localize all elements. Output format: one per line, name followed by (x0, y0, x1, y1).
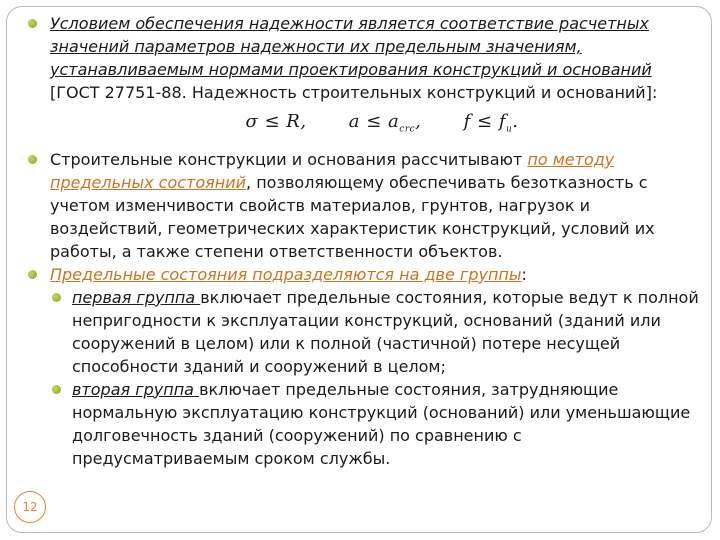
bullet-icon (52, 293, 61, 302)
limit-states-method-link[interactable]: по методу предельных состояний (50, 149, 615, 192)
slide-content (22, 12, 702, 470)
second-group-label: вторая группа (72, 379, 200, 399)
paragraph-groups: Предельные состояния подразделяются на две группы: (22, 263, 702, 286)
first-group-label: первая группа (72, 287, 201, 307)
subitem-first-group: первая группа включает предельные состояния, которые ведут к полной непригодности к эксплуатации конструкций, оснований (зданий или сооружений в целом) или к полной (частичной) потере несущей способности зданий и сооружений в целом; (22, 286, 702, 378)
paragraph-limit-states-method: Строительные конструкции и основания рассчитывают по методу предельных состояний, позволяющему обеспечивать безотказность с учетом изменчивости свойств материалов, грунтов, нагрузок и воздействий, геометрических характеристик конструкций, условий их работы, а также степени ответственности объектов. (22, 148, 702, 263)
gost-reference: [ГОСТ 27751-88. Надежность строительных конструкций и оснований]: (50, 83, 658, 102)
bullet-icon (28, 270, 37, 279)
bullet-icon (28, 19, 37, 28)
page-number-badge: 12 (14, 491, 46, 523)
groups-link[interactable]: Предельные состояния подразделяются на две группы (50, 264, 522, 284)
formula-stress: σ ≤ R, (245, 111, 307, 132)
reliability-emphasis: Условием обеспечения надежности является соответствие расчетных значений параметров надежности их предельным значениям, устанавливаемым нормами проектирования конструкций и оснований (50, 14, 652, 79)
formula-deflection: $f \le f_u$. (463, 111, 519, 135)
formula-crack: $a \le a_{crc}$, (348, 111, 422, 135)
bullet-icon (28, 155, 37, 164)
bullet-icon (52, 385, 61, 394)
subitem-second-group: вторая группа включает предельные состояния, затрудняющие нормальную эксплуатацию конструкций (оснований) или уменьшающие долговечность зданий (сооружений) по сравнению с предусматриваемым сроком службы. (22, 378, 702, 470)
paragraph-reliability (22, 12, 702, 104)
formula-line (22, 110, 702, 142)
